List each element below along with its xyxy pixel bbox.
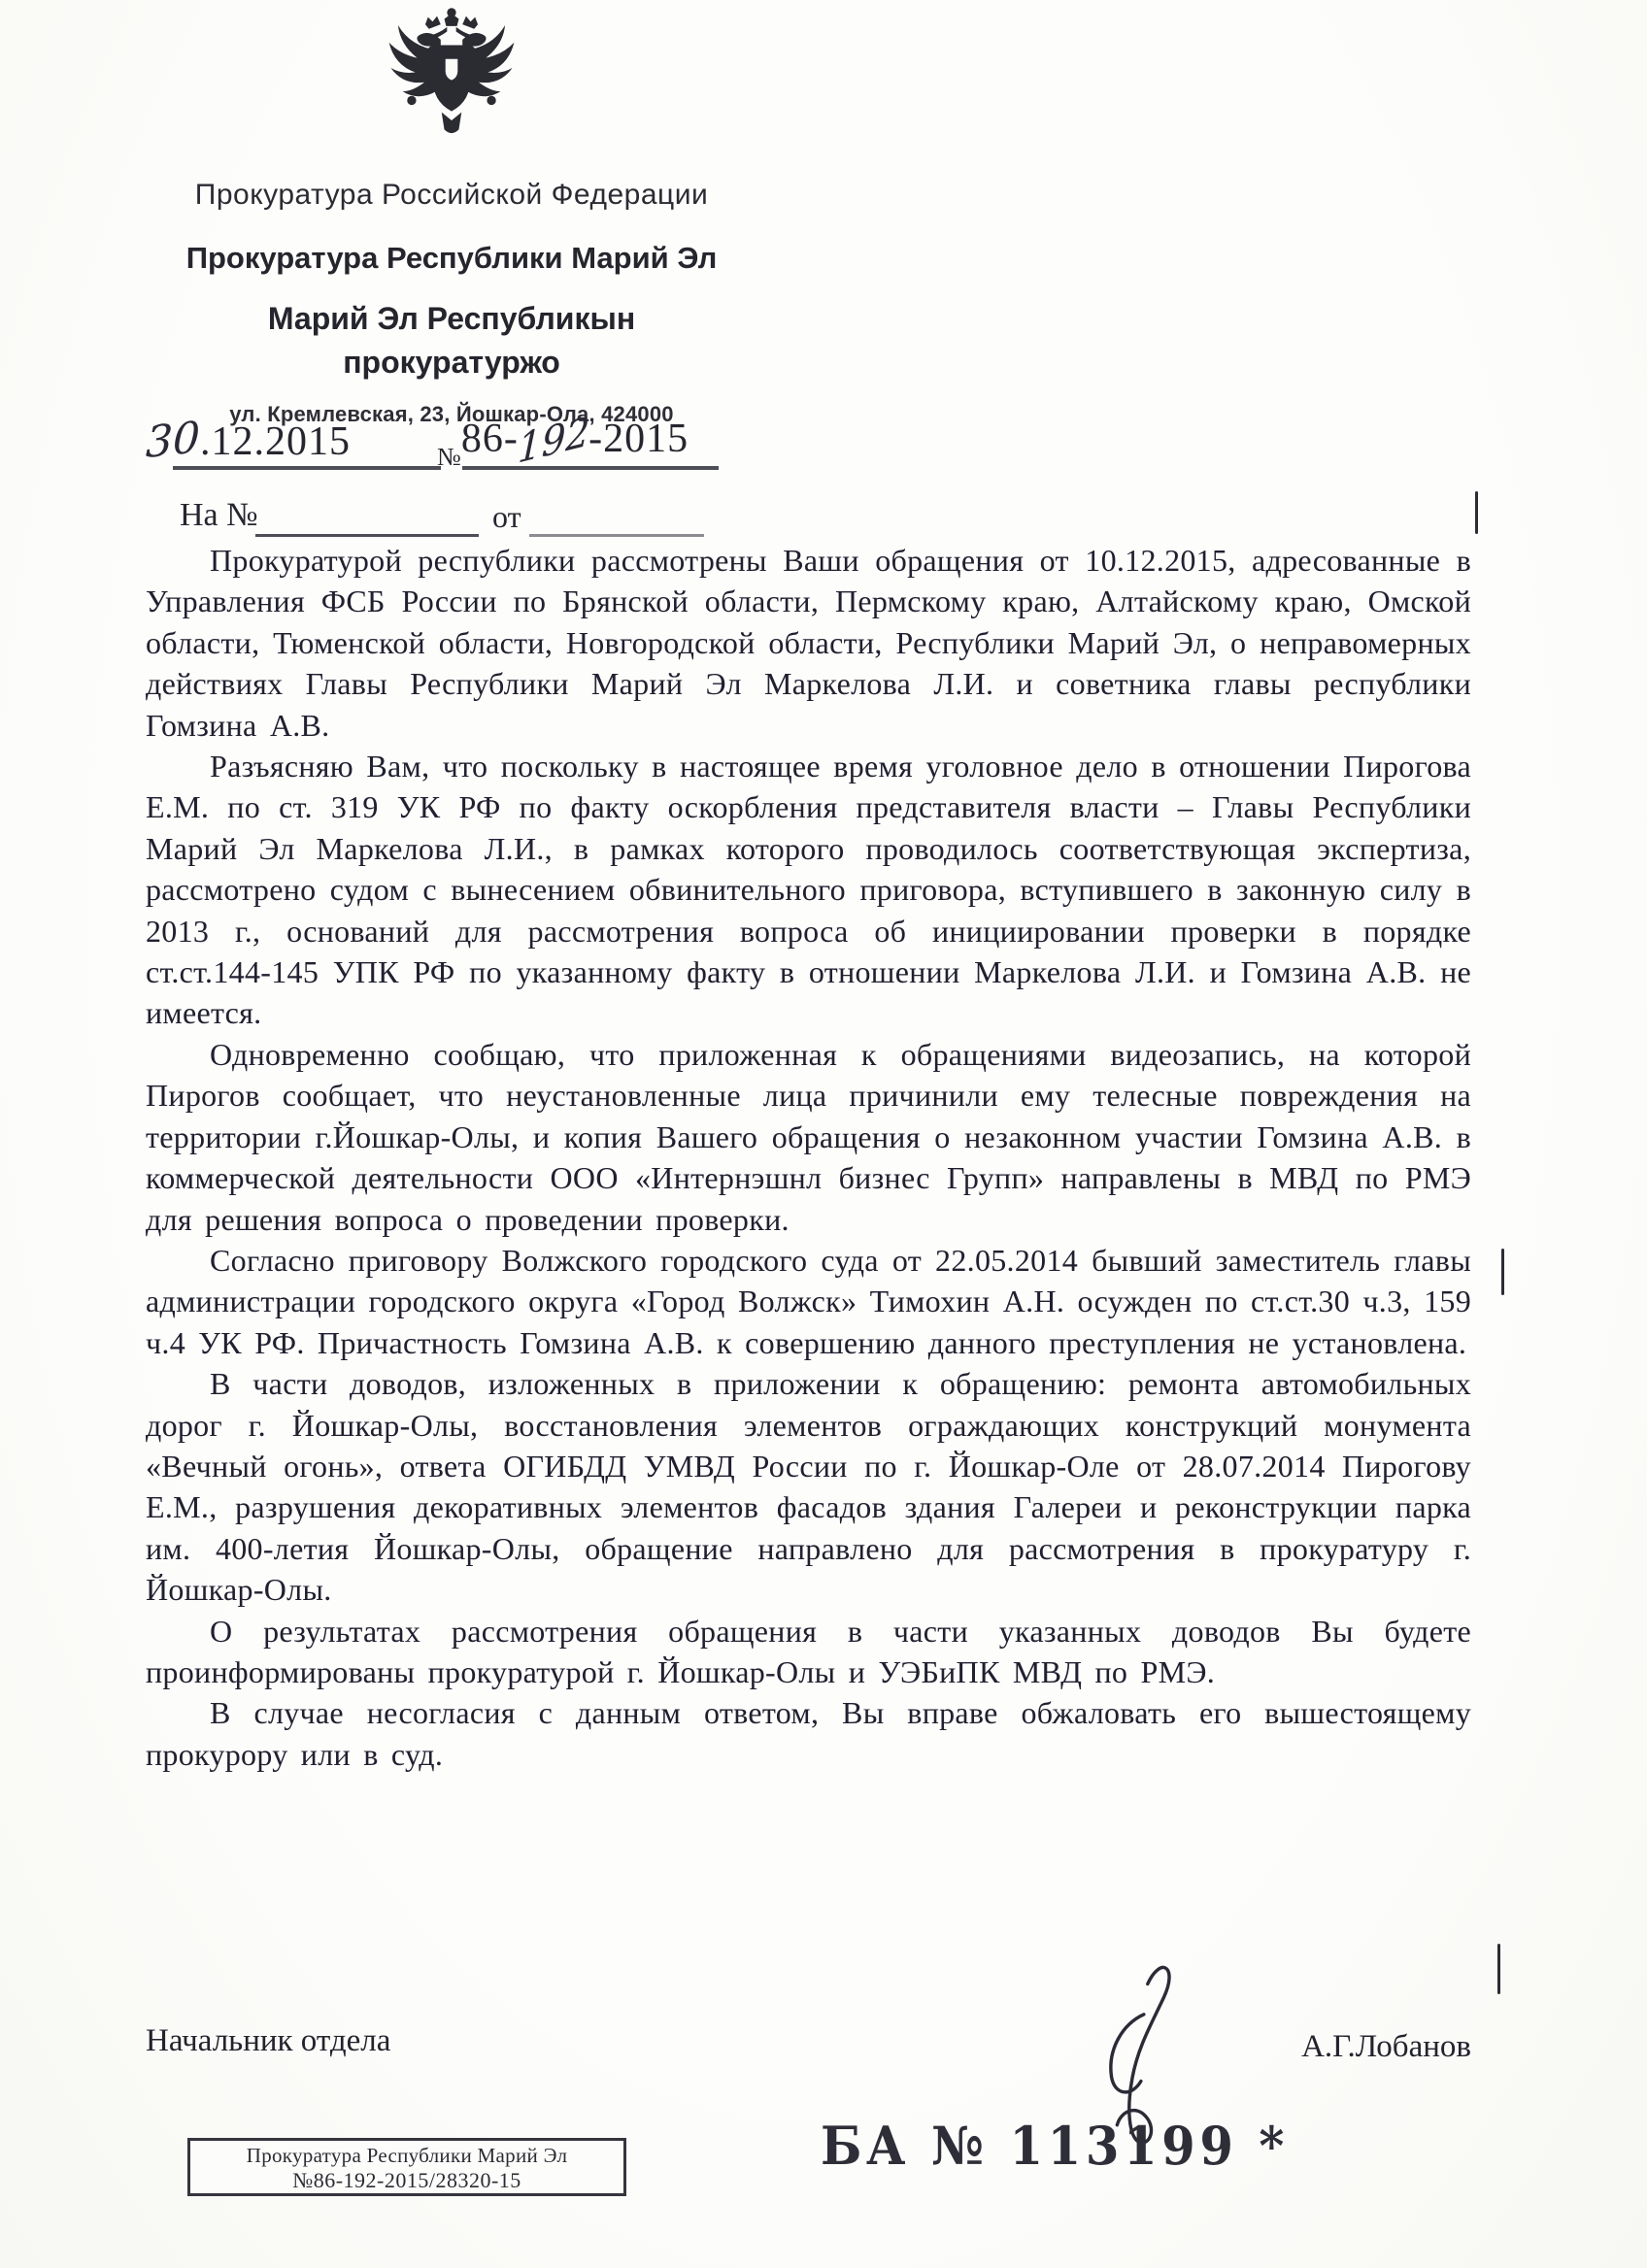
letterhead-federation-line: Прокуратура Российской Федерации (194, 179, 709, 211)
number-underline (462, 466, 719, 470)
body-paragraph: В случае несогласия с данным ответом, Вы вправе обжаловать его вышестоящему прокурору или в суд. (146, 1695, 1471, 1772)
letterhead-mari-line-2: прокуратуржо (343, 345, 560, 380)
outgoing-number (437, 408, 689, 474)
signer-name: А.Г.Лобанов (1301, 2029, 1471, 2064)
date-underline (173, 466, 441, 470)
outgoing-number-prefix: 86- (460, 417, 519, 461)
signer-position-title: Начальник отдела (146, 2023, 391, 2058)
letterhead-republic-line: Прокуратура Республики Марий Эл (185, 241, 718, 275)
stamp-organization: Прокуратура Республики Марий Эл (246, 2144, 568, 2167)
margin-pen-mark (1475, 491, 1478, 534)
outgoing-date (145, 412, 351, 469)
letter-body (146, 540, 1471, 1775)
stamp-case-number: №86-192-2015/28320-15 (292, 2168, 521, 2192)
body-paragraph: В части доводов, изложенных в приложении к обращению: ремонта автомобильных дорог г. Йошкар-Олы, восстановления элементов ограждающих конструкций монумента «Вечный огонь», ответа ОГИБДД УМВД России по г. Йошкар-Оле от 28.07.2014 Пирогову Е.М., разрушения декоративных элементов фасадов здания Галереи и реконструкции парка им. 400-летия Йошкар-Олы, обращение направлено для рассмотрения в прокуратуру г. Йошкар-Олы. (146, 1366, 1471, 1608)
outgoing-number-handwritten: 192 (517, 408, 590, 474)
form-series-number: БА № 113199 * (821, 2115, 1289, 2177)
letterhead-address: ул. Кремлевская, 23, Йошкар-Ола, 424000 (229, 402, 674, 426)
incoming-number-underline (255, 534, 479, 537)
body-paragraph: О результатах рассмотрения обращения в части указанных доводов Вы будете проинформированы прокуратурой г. Йошкар-Олы и УЭБиПК МВД по РМЭ. (146, 1613, 1471, 1689)
body-paragraph: Согласно приговору Волжского городского суда от 22.05.2014 бывший заместитель главы администрации городского округа «Город Волжск» Тимохин А.Н. осужден по ст.ст.30 ч.3, 159 ч.4 УК РФ. Причастность Гомзина А.В. к совершению данного преступления не установлена. (146, 1242, 1471, 1360)
margin-pen-mark (1497, 1944, 1500, 1994)
letterhead (146, 6, 757, 427)
outgoing-number-suffix: -2015 (588, 417, 689, 461)
incoming-from-underline (529, 534, 704, 537)
incoming-from-label: от (492, 499, 521, 534)
incoming-number-label: На № (180, 497, 258, 533)
body-paragraph: Разъясняю Вам, что поскольку в настоящее время уголовное дело в отношении Пирогова Е.М. по ст. 319 УК РФ по факту оскорбления представителя власти – Главы Республики Марий Эл Маркелова Л.И., в рамках которого проводилось соответствующая экспертиза, рассмотрено судом с вынесением обвинительного приговора, вступившего в законную силу в 2013 г., оснований для рассмотрения вопроса об инициировании проверки в порядке ст.ст.144-145 УПК РФ по указанному факту в отношении Маркелова Л.И. и Гомзина А.В. не имеется. (146, 749, 1471, 1031)
number-sign: № (437, 443, 461, 471)
margin-pen-mark (1501, 1249, 1504, 1295)
incoming-reference-row (180, 497, 723, 542)
body-paragraph: Прокуратурой республики рассмотрены Ваши обращения от 10.12.2015, адресованные в Управления ФСБ России по Брянской области, Пермскому краю, Алтайскому краю, Омской области, Тюменской области, Новгородской области, Республики Марий Эл, о неправомерных действиях Главы Республики Марий Эл Маркелова Л.И. и советника главы республики Гомзина А.В. (146, 543, 1471, 743)
body-paragraph: Одновременно сообщаю, что приложенная к обращениями видеозапись, на которой Пирогов сообщает, что неустановленные лица причинили ему телесные повреждения на территории г.Йошкар-Олы, и копия Вашего обращения о незаконном участии Гомзина А.В. в коммерческой деятельности ООО «Интернэшнл бизнес Групп» направлены в МВД по РМЭ для решения вопроса о проведении проверки. (146, 1036, 1471, 1237)
letterhead-mari-line-1: Марий Эл Республикын (267, 301, 636, 336)
outgoing-date-handwritten: 30 (145, 412, 201, 469)
registry-stamp (187, 2138, 626, 2196)
outgoing-date-printed: .12.2015 (200, 419, 351, 464)
coat-of-arms-icon (384, 6, 520, 153)
